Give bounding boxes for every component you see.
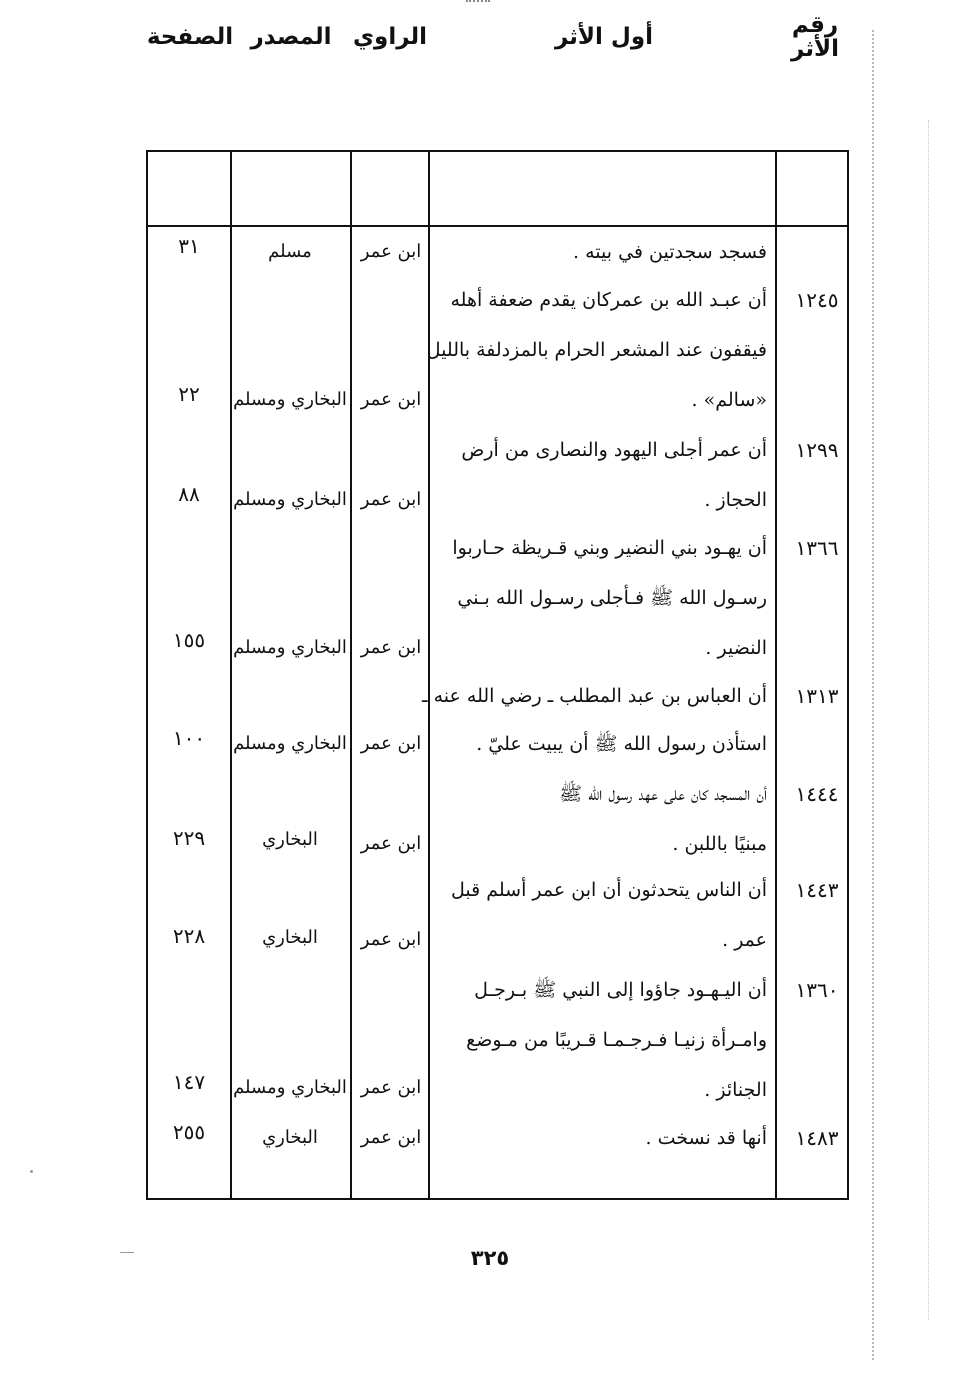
column-rule (230, 152, 232, 1198)
entry-text-line: أن المسجد كان على عهد رسول الله ﷺ (559, 783, 767, 805)
entry-source: البخاري ومسلم (233, 1077, 347, 1098)
entry-narrator: ابن عمر (360, 929, 422, 950)
entry-source: البخاري (262, 1127, 318, 1148)
entry-text-line: أن العباس بن عبد المطلب ـ رضي الله عنه ـ (422, 685, 767, 707)
page-number: ٣٢٥ (470, 1246, 510, 1270)
entry-number: ١٤٤٣ (795, 878, 839, 902)
entry-text-line: «سالم» . (691, 389, 767, 411)
column-rule (775, 152, 777, 1198)
entry-text-line: أن يهـود بني النضير وبني قـريظة حـاربوا (452, 537, 767, 559)
entry-narrator: ابن عمر (360, 833, 422, 854)
entry-page: ٢٢٨ (172, 924, 206, 948)
entry-page: ١٤٧ (172, 1070, 206, 1094)
entry-narrator: ابن عمر (360, 733, 422, 754)
header-source: المصدر (250, 23, 332, 50)
entry-source: البخاري (262, 927, 318, 948)
entry-text-line: رسـول الله ﷺ فـأجلى رسـول الله بـني (457, 587, 767, 609)
scan-artifact (120, 1252, 134, 1253)
scan-artifact (30, 1170, 33, 1173)
entry-text-line: فيقفون عند المشعر الحرام بالمزدلفة بالليل (426, 339, 767, 361)
entry-source: البخاري ومسلم (233, 389, 347, 410)
entry-page: ١٥٥ (172, 628, 206, 652)
entry-number: ١٢٩٩ (795, 438, 839, 462)
entry-page: ٢٢٩ (172, 826, 206, 850)
entry-text-line: أنها قد نسخت . (645, 1127, 767, 1149)
entry-number: ١٢٤٥ (795, 288, 839, 312)
entry-narrator: ابن عمر (360, 1077, 422, 1098)
column-rule (350, 152, 352, 1198)
entry-text-line: النضير . (705, 637, 767, 659)
entry-text-line: وامـرأة زنيـا فـرجـمـا قـريبًا من مـوضع (466, 1029, 767, 1051)
entry-narrator: ابن عمر (360, 489, 422, 510)
entry-number: ١٣٦٦ (795, 536, 839, 560)
scan-edge-dots (928, 120, 929, 1320)
entry-number: ١٣١٣ (795, 684, 839, 708)
entry-source: البخاري (262, 829, 318, 850)
entry-narrator: ابن عمر (360, 637, 422, 658)
entry-text-line: الجنائز . (704, 1079, 767, 1101)
entry-page: ٢٥٥ (172, 1120, 206, 1144)
entry-narrator: ابن عمر (360, 1127, 422, 1148)
header-text: أول الأثر (554, 23, 654, 50)
entry-text-line: فسجد سجدتين في بيته . (573, 241, 767, 263)
entry-source: البخاري ومسلم (233, 489, 347, 510)
entry-source: البخاري ومسلم (233, 733, 347, 754)
entry-page: ١٠٠ (172, 726, 206, 750)
entry-page: ٢٢ (178, 382, 200, 406)
scan-edge-dots (872, 30, 874, 1360)
header-number: رقم الأثر (791, 11, 839, 62)
entry-text-line: الحجاز . (704, 489, 767, 511)
entry-page: ٨٨ (178, 482, 200, 506)
entry-text-line: أن عبـد الله بن عمركان يقدم ضعفة أهله (450, 289, 767, 311)
entry-source: البخاري ومسلم (233, 637, 347, 658)
entry-number: ١٤٤٤ (795, 782, 839, 806)
entry-narrator: ابن عمر (360, 241, 422, 262)
header-rule (148, 225, 847, 227)
entry-source: مسلم (268, 241, 312, 262)
entry-text-line: عمر . (722, 929, 767, 951)
entry-text-line: أن عمر أجلى اليهود والنصارى من أرض (461, 439, 767, 461)
header-narrator: الراوي (352, 23, 428, 50)
entry-text-line: مبنيًا باللبن . (672, 833, 767, 855)
entry-number: ١٣٦٠ (795, 978, 839, 1002)
entry-page: ٣١ (178, 234, 200, 258)
entry-text-line: أن الناس يتحدثون أن ابن عمر أسلم قبل (450, 879, 767, 901)
entry-text-line: استأذن رسول الله ﷺ أن يبيت عليّ . (476, 733, 767, 755)
entry-narrator: ابن عمر (360, 389, 422, 410)
entry-text-line: أن اليـهـود جاؤوا إلى النبي ﷺ بـرجـل (474, 979, 767, 1001)
entry-number: ١٤٨٣ (795, 1126, 839, 1150)
header-page: الصفحة (146, 23, 234, 50)
